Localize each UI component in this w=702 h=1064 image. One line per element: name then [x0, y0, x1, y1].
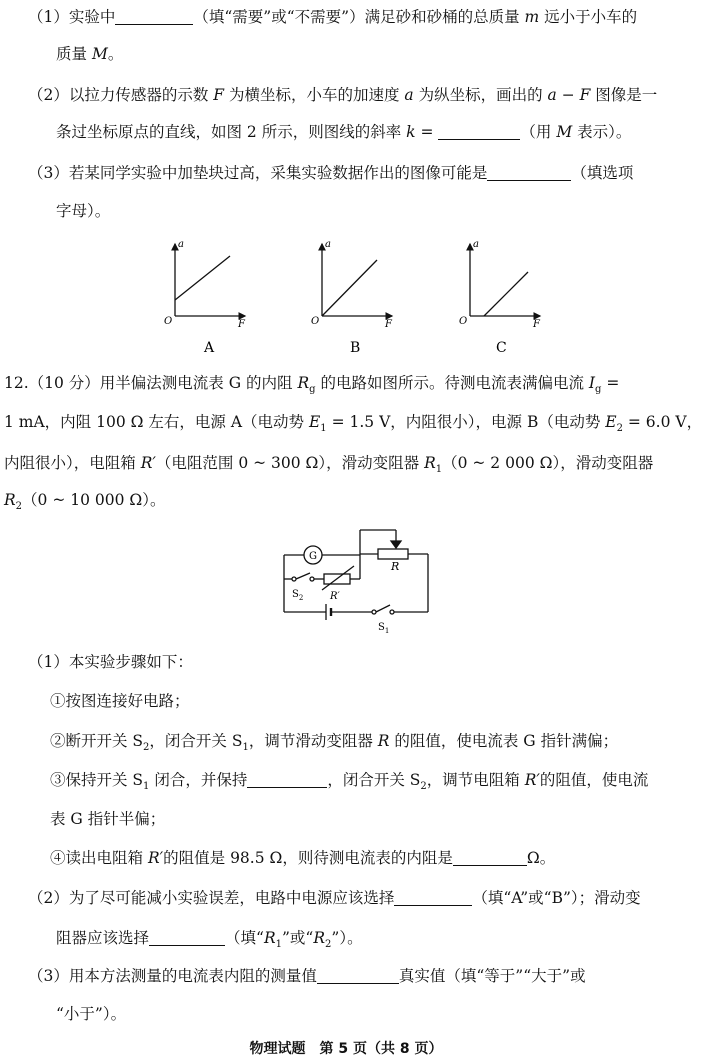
q11-p2-line1: （2）以拉力传感器的示数 F 为横坐标，小车的加速度 a 为纵坐标，画出的 a − F 图像是一 — [28, 86, 658, 104]
q11-p3-line2: 字母）。 — [56, 202, 111, 220]
q12-p1-step2: ②断开开关 $S_2$，闭合开关 $S_1$，调节滑动变阻器 R 的阻值，使电流表 G 指针满偏； — [50, 732, 619, 754]
axis-label-f: F — [238, 319, 245, 330]
q11-p1-line2: 质量 M。 — [56, 45, 124, 63]
axis-label-f: F — [533, 319, 540, 330]
axis-label-a: a — [473, 239, 479, 250]
af-graphs-figure — [150, 232, 550, 360]
rheostat-r — [378, 549, 408, 559]
answer-blank[interactable] — [453, 849, 527, 866]
rheostat-label: R — [391, 560, 400, 573]
page-footer: 物理试题 第 5 页（共 8 页） — [249, 1041, 443, 1057]
graph-b-line — [322, 260, 377, 316]
q12-p1-head: （1）本实验步骤如下： — [28, 653, 193, 671]
answer-blank[interactable] — [115, 8, 193, 25]
q12-intro-line3: 内阻很小），电阻箱 R′（电阻范围 0 ~ 300 Ω），滑动变阻器 $R_1(0$ ~ 2 000 Ω），滑动变阻器 — [4, 454, 654, 476]
origin-label: O — [459, 316, 468, 327]
q11-p2-line2: 条过坐标原点的直线，如图 2 所示，则图线的斜率 k = （用 M 表示）。 — [56, 123, 632, 141]
q11-p1-line1: （1）实验中 （填“需要”或“不需要”）满足砂和砂桶的总质量 m 远小于小车的 — [28, 8, 638, 26]
answer-blank[interactable] — [149, 929, 225, 946]
axis-label-a: a — [325, 239, 331, 250]
q12-intro-line4: $R_2(0$ ~ 10 000 Ω）。 — [4, 491, 166, 513]
q11-p3-line1: （3）若某同学实验中加垫块过高，采集实验数据作出的图像可能是 （填选项 — [28, 164, 634, 182]
origin-label: O — [311, 316, 320, 327]
origin-label: O — [164, 316, 173, 327]
answer-blank[interactable] — [394, 889, 472, 906]
graph-label-c: C — [496, 340, 507, 356]
q12-p1-step3: ③保持开关 $S_1$ 闭合，并保持 ，闭合开关 $S_2$，调节电阻箱 R′的阻值，使电流 — [50, 771, 649, 793]
graph-label-b: B — [350, 340, 361, 356]
q12-p3-line1: （3）用本方法测量的电流表内阻的测量值 真实值（填“等于”“大于”或 — [28, 967, 586, 985]
q12-intro-line2: 1 mA，内阻 100 Ω 左右，电源 A（电动势 $E_1 = 1.5$ V，内阻很小），电源 B（电动势 $E_2 = 6.0$ V， — [4, 413, 702, 435]
switch-s2-label: $S_2$ — [292, 589, 304, 602]
axis-label-a: a — [178, 239, 184, 250]
axis-label-f: F — [385, 319, 392, 330]
switch-s1-label: $S_1$ — [378, 622, 390, 635]
graph-c-line — [484, 272, 528, 316]
graph-a — [164, 239, 246, 356]
q12-p1-step4: ④读出电阻箱 R′的阻值是 98.5 Ω，则待测电流表的内阻是 Ω。 — [50, 849, 556, 867]
q12-p1-step3-cont: 表 G 指针半偏； — [50, 810, 166, 828]
graph-label-a: A — [204, 340, 215, 356]
graph-c — [459, 239, 541, 356]
answer-blank[interactable] — [247, 771, 327, 788]
circuit-diagram — [270, 524, 440, 640]
graph-a-line — [175, 256, 230, 300]
answer-blank[interactable] — [317, 967, 399, 984]
galvanometer-label: G — [309, 551, 317, 562]
answer-blank[interactable] — [487, 164, 571, 181]
q12-intro-line1: 12.（10 分）用半偏法测电流表 G 的内阻 $R_g$ 的电路如图所示。待测电流表满偏电流 $I_g$ = — [4, 374, 620, 396]
q12-p2-line1: （2）为了尽可能减小实验误差，电路中电源应该选择 （填“A”或“B”）；滑动变 — [28, 889, 641, 907]
q12-p3-line2: “小于”）。 — [56, 1005, 127, 1023]
q12-p1-step1: ①按图连接好电路； — [50, 692, 190, 710]
q12-p2-line2: 阻器应该选择 （填“$R_1$”或“$R_2$”）。 — [56, 929, 363, 951]
resistance-box-label: R′ — [330, 591, 340, 602]
graph-b — [311, 239, 393, 356]
answer-blank[interactable] — [438, 123, 520, 140]
